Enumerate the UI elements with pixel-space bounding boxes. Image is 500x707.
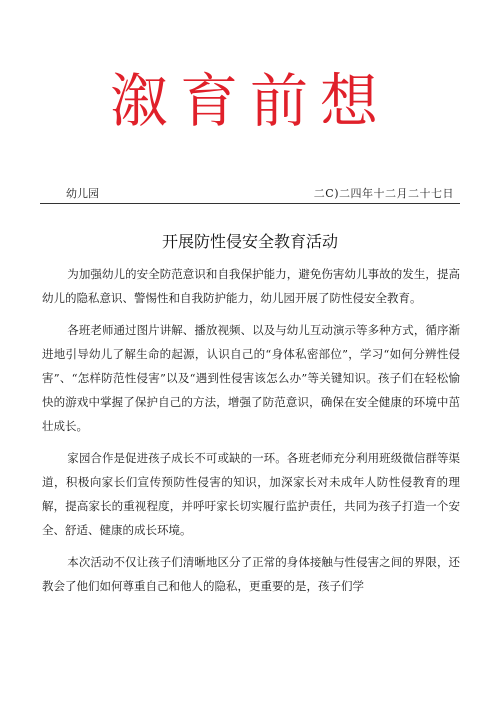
paragraph: 家园合作是促进孩子成长不可或缺的一环。各班老师充分利用班级微信群等渠道，积极向家长们宣传预防性侵害的知识，加深家长对未成年人防性侵教育的理解，提高家长的重视程度，并呼吁家长切实履行监护责任，共同为孩子打造一个安全、舒适、健康的成长环境。 [42, 451, 460, 537]
paragraph: 各班老师通过图片讲解、播放视频、以及与幼儿互动演示等多种方式，循序渐进地引导幼儿了解生命的起源，认识自己的“身体私密部位”，学习“如何分辨性侵害”、“怎样防范性侵害”以及“遇到性侵害该怎么办”等关键知识。孩子们在轻松愉快的游戏中掌握了保护自己的方法，增强了防范意识，确保在安全健康的环境中茁壮成长。 [42, 323, 460, 433]
masthead-title: 溆育前想 [109, 67, 390, 135]
paragraph: 为加强幼儿的安全防范意识和自我保护能力，避免伤害幼儿事故的发生，提高幼儿的隐私意识、警惕性和自我防护能力，幼儿园开展了防性侵安全教育。 [42, 267, 460, 305]
header-divider [40, 203, 460, 204]
issue-date: 二C)二四年十二月二十七日 [313, 187, 454, 200]
article-title: 开展防性侵安全教育活动 [161, 232, 338, 251]
organization-name: 幼儿园 [66, 187, 99, 200]
paragraph: 本次活动不仅让孩子们清晰地区分了正常的身体接触与性侵害之间的界限，还教会了他们如何尊重自己和他人的隐私，更重要的是，孩子们学 [42, 555, 460, 593]
article-body [42, 262, 460, 598]
